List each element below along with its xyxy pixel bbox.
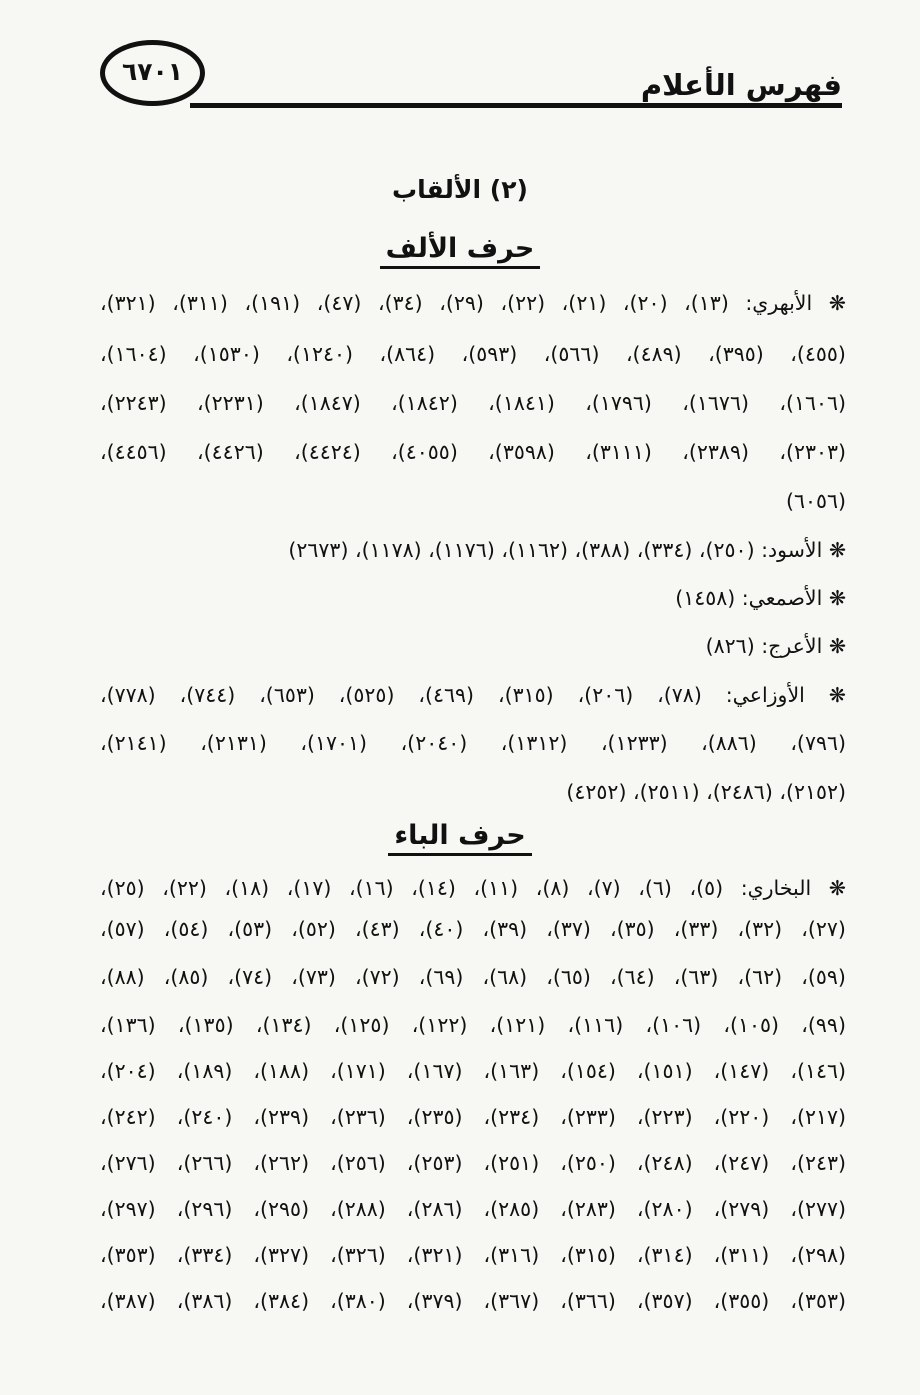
letter-heading-ba bbox=[0, 820, 920, 851]
entry-abhari-text-1: الأبهري: (١٣)، (٢٠)، (٢١)، (٢٢)، (٢٩)، (٣٤)، (٤٧)، (١٩١)، (٣١١)، (٣٢١)، bbox=[100, 291, 813, 315]
entry-star-icon: ❋ bbox=[828, 634, 846, 658]
entry-abhari-line-4: (٢٣٠٣)، (٢٣٨٩)، (٣١١١)، (٣٥٩٨)، (٤٠٥٥)، (٤٤٢٤)، (٤٤٢٦)، (٤٤٥٦)، bbox=[100, 440, 846, 464]
entry-star-icon: ❋ bbox=[828, 876, 846, 900]
entry-star-icon: ❋ bbox=[828, 683, 846, 707]
letter-heading-alif-text: حرف الألف bbox=[380, 233, 541, 269]
entry-aswad-text: الأسود: (٢٥٠)، (٣٣٤)، (٣٨٨)، (١١٦٢)، (١١٧٦)، (١١٧٨)، (٢٦٧٣) bbox=[288, 538, 823, 562]
entry-bukhari-line-6: (٢١٧)، (٢٢٠)، (٢٢٣)، (٢٣٣)، (٢٣٤)، (٢٣٥)، (٢٣٦)، (٢٣٩)، (٢٤٠)، (٢٤٢)، bbox=[100, 1105, 846, 1129]
entry-awzai-text-1: الأوزاعي: (٧٨)، (٢٠٦)، (٣١٥)، (٤٦٩)، (٥٢٥)، (٦٥٣)، (٧٤٤)، (٧٧٨)، bbox=[100, 683, 805, 707]
header-rule bbox=[190, 103, 842, 108]
entry-awzai-line-3: (٢١٥٢)، (٢٤٨٦)، (٢٥١١)، (٤٢٥٢) bbox=[566, 780, 846, 804]
entry-asmai-text: الأصمعي: (١٤٥٨) bbox=[675, 586, 823, 610]
entry-bukhari-text-1: البخاري: (٥)، (٦)، (٧)، (٨)، (١١)، (١٤)، (١٦)، (١٧)، (١٨)، (٢٢)، (٢٥)، bbox=[100, 876, 812, 900]
entry-abhari-line-1 bbox=[100, 288, 846, 320]
entry-abhari-line-2: (٤٥٥)، (٣٩٥)، (٤٨٩)، (٥٦٦)، (٥٩٣)، (٨٦٤)، (١٢٤٠)، (١٥٣٠)، (١٦٠٤)، bbox=[100, 342, 846, 366]
entry-aswad bbox=[100, 535, 846, 567]
entry-bukhari-line-3: (٥٩)، (٦٢)، (٦٣)، (٦٤)، (٦٥)، (٦٨)، (٦٩)، (٧٢)، (٧٣)، (٧٤)، (٨٥)، (٨٨)، bbox=[100, 965, 846, 989]
entry-bukhari-line-2: (٢٧)، (٣٢)، (٣٣)، (٣٥)، (٣٧)، (٣٩)، (٤٠)، (٤٣)، (٥٢)، (٥٣)، (٥٤)، (٥٧)، bbox=[100, 917, 846, 941]
entry-bukhari-line-9: (٢٩٨)، (٣١١)، (٣١٤)، (٣١٥)، (٣١٦)، (٣٢١)، (٣٢٦)، (٣٢٧)، (٣٣٤)، (٣٥٣)، bbox=[100, 1243, 846, 1267]
entry-awzai-line-2: (٧٩٦)، (٨٨٦)، (١٢٣٣)، (١٣١٢)، (٢٠٤٠)، (١٧٠١)، (٢١٣١)، (٢١٤١)، bbox=[100, 731, 846, 755]
letter-heading-ba-text: حرف الباء bbox=[388, 820, 531, 856]
entry-awzai-line-1 bbox=[100, 680, 846, 712]
entry-star-icon: ❋ bbox=[828, 538, 846, 562]
entry-bukhari-line-4: (٩٩)، (١٠٥)، (١٠٦)، (١١٦)، (١٢١)، (١٢٢)، (١٢٥)، (١٣٤)، (١٣٥)، (١٣٦)، bbox=[100, 1013, 846, 1037]
entry-bukhari-line-5: (١٤٦)، (١٤٧)، (١٥١)، (١٥٤)، (١٦٣)، (١٦٧)، (١٧١)، (١٨٨)، (١٨٩)، (٢٠٤)، bbox=[100, 1059, 846, 1083]
entry-star-icon: ❋ bbox=[828, 291, 846, 315]
entry-araj-text: الأعرج: (٨٢٦) bbox=[705, 634, 823, 658]
entry-araj bbox=[100, 631, 846, 663]
running-header-title: فهرس الأعلام bbox=[640, 68, 842, 102]
entry-bukhari-line-8: (٢٧٧)، (٢٧٩)، (٢٨٠)، (٢٨٣)، (٢٨٥)، (٢٨٦)، (٢٨٨)، (٢٩٥)، (٢٩٦)، (٢٩٧)، bbox=[100, 1197, 846, 1221]
entry-bukhari-line-1 bbox=[100, 873, 846, 905]
page-number: ٦٧٠١ bbox=[121, 57, 184, 86]
entry-abhari-line-3: (١٦٠٦)، (١٦٧٦)، (١٧٩٦)، (١٨٤١)، (١٨٤٢)، (١٨٤٧)، (٢٢٣١)، (٢٢٤٣)، bbox=[100, 391, 846, 415]
section-title: (٢) الألقاب bbox=[392, 175, 528, 204]
entry-asmai bbox=[100, 583, 846, 615]
entry-abhari-line-5: (٦٠٥٦) bbox=[785, 489, 846, 513]
entry-star-icon: ❋ bbox=[828, 586, 846, 610]
entry-bukhari-line-7: (٢٤٣)، (٢٤٧)، (٢٤٨)، (٢٥٠)، (٢٥١)، (٢٥٣)، (٢٥٦)، (٢٦٢)، (٢٦٦)، (٢٧٦)، bbox=[100, 1151, 846, 1175]
entry-bukhari-line-10: (٣٥٣)، (٣٥٥)، (٣٥٧)، (٣٦٦)، (٣٦٧)، (٣٧٩)، (٣٨٠)، (٣٨٤)، (٣٨٦)، (٣٨٧)، bbox=[100, 1289, 846, 1313]
letter-heading-alif bbox=[0, 233, 920, 264]
